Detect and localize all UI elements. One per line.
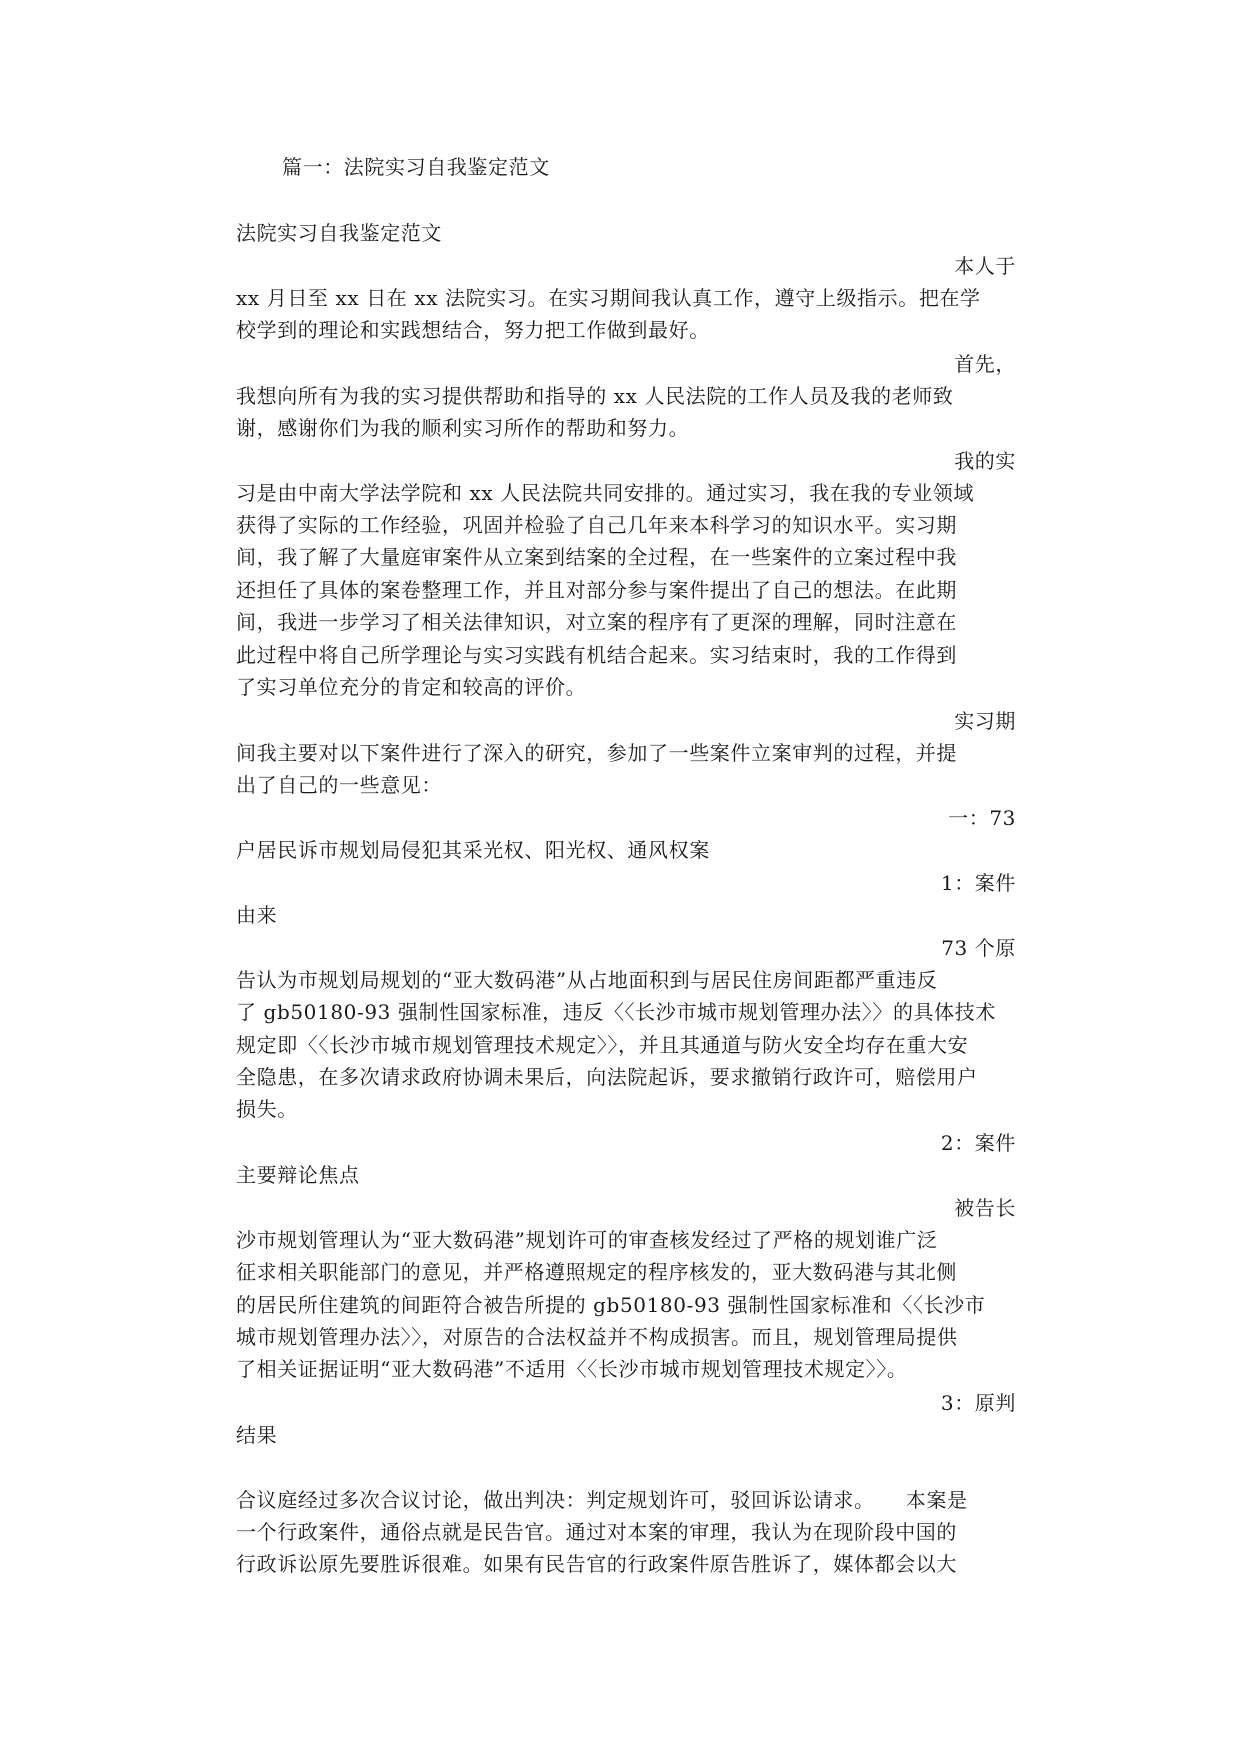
text-line: 被告长	[954, 1196, 1016, 1220]
text-line: 合议庭经过多次合议讨论，做出判决：判定规划许可，驳回诉讼请求。 本案是	[236, 1488, 968, 1512]
text-line: 一：73	[948, 806, 1016, 830]
text-line: 出了自己的一些意见：	[236, 773, 442, 797]
text-line: 户居民诉市规划局侵犯其采光权、阳光权、通风权案	[236, 838, 710, 862]
text-line: 行政诉讼原先要胜诉很难。如果有民告官的行政案件原告胜诉了，媒体都会以大	[236, 1552, 957, 1576]
document-heading: 篇一：法院实习自我鉴定范文	[282, 155, 550, 179]
text-line: 间，我了解了大量庭审案件从立案到结案的全过程，在一些案件的立案过程中我	[236, 545, 957, 569]
text-line: 了实习单位充分的肯定和较高的评价。	[236, 675, 587, 699]
text-line: 主要辩论焦点	[236, 1163, 360, 1187]
text-line: 首先，	[954, 352, 1016, 376]
text-line: 2：案件	[940, 1131, 1016, 1155]
text-line: 此过程中将自己所学理论与实习实践有机结合起来。实习结束时，我的工作得到	[236, 643, 957, 667]
text-line: 结果	[236, 1423, 278, 1447]
text-line: 告认为市规划局规划的“亚大数码港”从占地面积到与居民住房间距都严重违反	[236, 968, 938, 992]
text-line: 获得了实际的工作经验，巩固并检验了自己几年来本科学习的知识水平。实习期	[236, 513, 957, 537]
text-line: 实习期	[954, 709, 1016, 733]
text-line: 间，我进一步学习了相关法律知识，对立案的程序有了更深的理解，同时注意在	[236, 610, 957, 634]
text-line: xx 月日至 xx 日在 xx 法院实习。在实习期间我认真工作，遵守上级指示。把在学	[236, 286, 981, 310]
text-line: 本人于	[954, 254, 1016, 278]
text-line: 还担任了具体的案卷整理工作，并且对部分参与案件提出了自己的想法。在此期	[236, 578, 957, 602]
text-line: 全隐患，在多次请求政府协调未果后，向法院起诉，要求撤销行政许可，赔偿用户	[236, 1065, 978, 1089]
text-line: 校学到的理论和实践想结合，努力把工作做到最好。	[236, 318, 710, 342]
text-line: 的居民所住建筑的间距符合被告所提的 gb50180-93 强制性国家标准和〈〈长沙市	[236, 1293, 986, 1317]
text-line: 73 个原	[941, 936, 1016, 960]
text-line: 规定即〈〈长沙市城市规划管理技术规定〉〉，并且其通道与防火安全均存在重大安	[236, 1033, 969, 1057]
text-line: 3：原判	[940, 1391, 1016, 1415]
text-line: 损失。	[236, 1097, 298, 1121]
text-line: 沙市规划管理认为“亚大数码港”规划许可的审查核发经过了严格的规划谁广泛	[236, 1228, 938, 1252]
document-title: 法院实习自我鉴定范文	[236, 221, 442, 245]
text-line: 我的实	[954, 449, 1016, 473]
text-line: 由来	[236, 903, 278, 927]
text-line: 我想向所有为我的实习提供帮助和指导的 xx 人民法院的工作人员及我的老师致	[236, 384, 954, 408]
text-line: 间我主要对以下案件进行了深入的研究，参加了一些案件立案审判的过程，并提	[236, 741, 957, 765]
text-line: 习是由中南大学法学院和 xx 人民法院共同安排的。通过实习，我在我的专业领域	[236, 481, 975, 505]
text-line: 1：案件	[940, 871, 1016, 895]
text-line: 城市规划管理办法〉〉，对原告的合法权益并不构成损害。而且，规划管理局提供	[236, 1325, 958, 1349]
text-line: 谢，感谢你们为我的顺利实习所作的帮助和努力。	[236, 416, 690, 440]
text-line: 一个行政案件，通俗点就是民告官。通过对本案的审理，我认为在现阶段中国的	[236, 1520, 957, 1544]
text-line: 了 gb50180-93 强制性国家标准，违反〈〈长沙市城市规划管理办法〉〉的具体技术	[236, 1000, 996, 1024]
text-line: 了相关证据证明“亚大数码港”不适用〈〈长沙市城市规划管理技术规定〉〉。	[236, 1357, 908, 1381]
text-line: 征求相关职能部门的意见，并严格遵照规定的程序核发的，亚大数码港与其北侧	[236, 1260, 957, 1284]
